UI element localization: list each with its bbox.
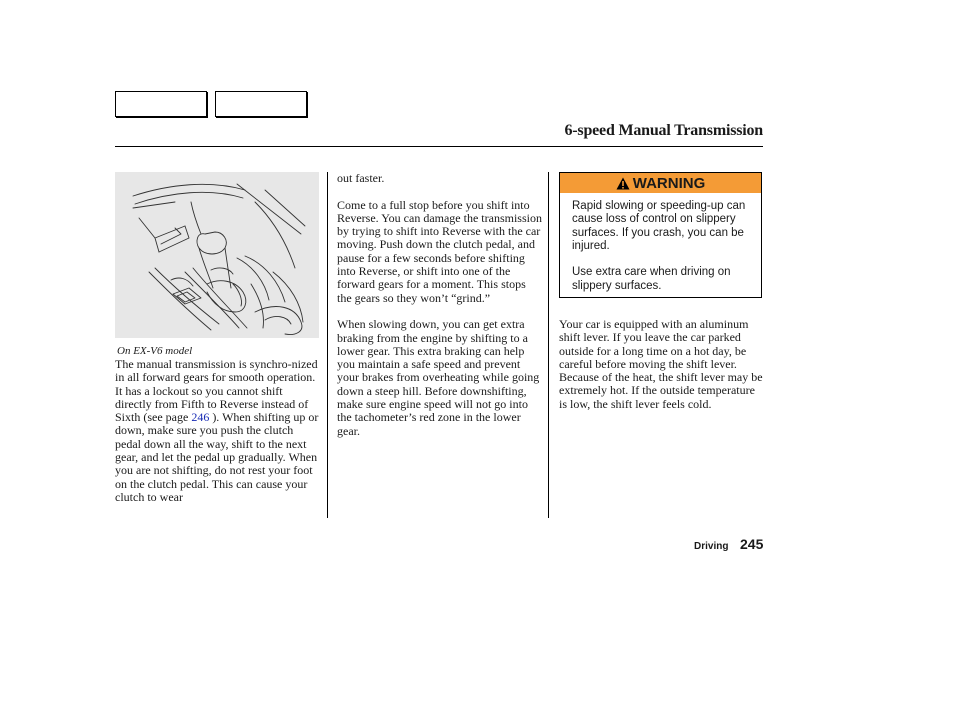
column-1: [115, 358, 321, 518]
column-3: [559, 318, 764, 424]
column-2: [337, 172, 542, 451]
page-title: 6-speed Manual Transmission: [564, 122, 763, 139]
warning-paragraph: Rapid slowing or speeding-up can cause loss of control on slippery surfaces. If you crash, you can be injured.: [572, 200, 746, 252]
warning-triangle-icon: [616, 177, 630, 190]
body-paragraph: Come to a full stop before you shift into Reverse. You can damage the transmission by trying to shift into Reverse with the car moving. Push down the clutch pedal, and pause for a few seconds before shifting into Reverse, or shift into one of the forward gears for a moment. This stops the gears so they won’t “grind.”: [337, 197, 542, 305]
body-paragraph: When slowing down, you can get extra braking from the engine by shifting to a lower gear. This extra braking can help you maintain a safe speed and prevent your brakes from overheating while going down a steep hill. Before downshifting, make sure engine speed will not go into the tachometer’s red zone in the lower gear.: [337, 317, 540, 438]
previous-page-button[interactable]: [115, 91, 207, 117]
shift-lever-illustration: [115, 172, 319, 338]
next-page-button[interactable]: [215, 91, 307, 117]
column-divider: [327, 172, 328, 518]
warning-header: [560, 173, 761, 193]
warning-paragraph: Use extra care when driving on slippery surfaces.: [572, 266, 731, 292]
warning-box: [559, 172, 762, 298]
column-divider: [548, 172, 549, 518]
warning-body: [560, 193, 761, 293]
title-divider: [115, 146, 763, 147]
body-paragraph: The manual transmission is synchro-nized in all forward gears for smooth operation. It has a lockout so you cannot shift directly from Fifth to Reverse instead of Sixth (see page 246 ). When shifting up or down, make sure you push the clutch pedal down all the way, shift to the next gear, and let the pedal up gradually. When you are not shifting, do not rest your foot on the clutch pedal. This can cause your clutch to wear: [115, 357, 319, 504]
body-paragraph: out faster.: [337, 171, 385, 185]
page-number: 245: [740, 536, 764, 552]
warning-label: WARNING: [632, 174, 706, 192]
page-reference-link[interactable]: 246: [191, 410, 210, 425]
footer-section-label: Driving: [694, 541, 729, 552]
figure-caption: On EX-V6 model: [117, 345, 193, 357]
body-paragraph: Your car is equipped with an aluminum shift lever. If you leave the car parked outside for a long time on a hot day, be careful before moving the shift lever. Because of the heat, the shift lever may be extremely hot. If the outside temperature is low, the shift lever feels cold.: [559, 317, 763, 411]
